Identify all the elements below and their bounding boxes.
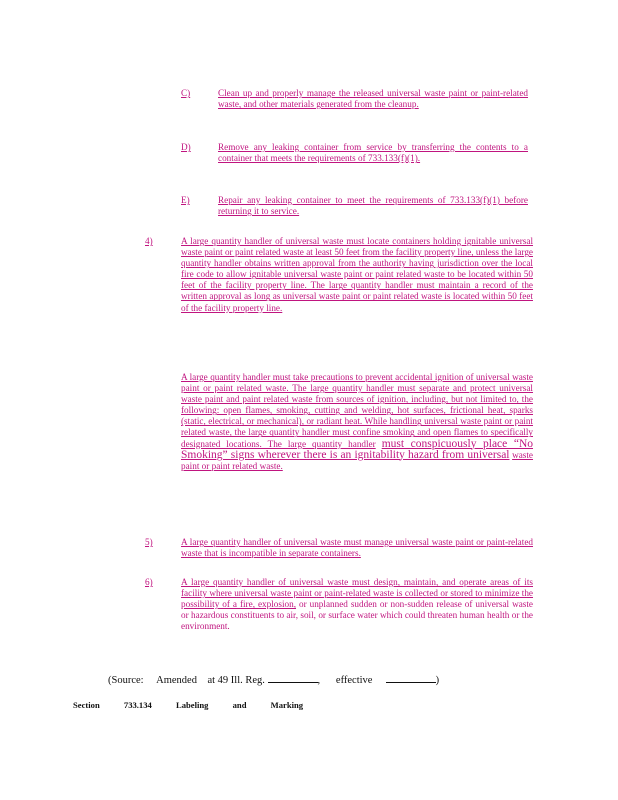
item-label: D): [181, 142, 191, 152]
source-note: (Source: Amended at 49 Ill. Reg. , effective ): [108, 675, 440, 686]
paragraph-5: [145, 537, 533, 559]
blank-line: [386, 673, 436, 683]
item-text-large: must conspicuously place “No Smoking” signs wherever there is an ignitability hazard from universal: [181, 437, 533, 461]
paragraph-4: [145, 236, 533, 314]
item-label: C): [181, 88, 191, 98]
list-item-c: [181, 88, 528, 110]
paragraph-6: [145, 577, 534, 632]
item-text: waste paint or paint related waste.: [181, 449, 533, 471]
item-text: Repair any leaking container to meet the requirements of 733.133(f)(1) before returning it to service.: [218, 195, 528, 217]
list-item-e: [181, 195, 528, 217]
item-text: A large quantity handler of universal waste must design, maintain, and operate areas of its facility where universal waste paint or paint-related waste is collected or stored to minimize the possibility of a fire, explosion,: [181, 577, 533, 610]
list-item-d: [181, 142, 528, 164]
item-text: or unplanned sudden or non-sudden release of universal waste or hazardous constituents to air, soil, or surface water which could threaten human health or the environment.: [181, 599, 534, 632]
item-text: A large quantity handler of universal waste must locate containers holding ignitable universal waste paint or paint related waste at least 50 feet from the facility property line, unless the large quantity handler obtains written approval from the authority having jurisdiction over the local fire code to allow ignitable universal waste paint or paint related waste to be located within 50 feet of the facility property line. The large quantity handler must maintain a record of the written approval as long as universal waste paint or paint related waste is located within 50 feet of the facility property line.: [181, 236, 533, 313]
item-text: A large quantity handler must take precautions to prevent accidental ignition of universal waste paint or paint related waste. The large quantity handler must separate and protect universal waste paint and paint related waste from sources of ignition, including, but not limited to, the following: open flames, smoking, cutting and welding, hot surfaces, frictional heat, sparks (static, electrical, or mechanical), or radiant heat. While handling universal waste paint or paint related waste, the large quantity handler must confine smoking and open flames to specifically designated locations. The large quantity handler: [181, 372, 533, 449]
blank-line: [268, 673, 318, 683]
paragraph-4-continuation: [181, 372, 533, 472]
item-label: 5): [145, 537, 153, 547]
item-label: E): [181, 195, 190, 205]
item-text: Clean up and properly manage the released universal waste paint or paint-related waste, and other materials generated from the cleanup.: [218, 88, 528, 110]
item-text: Remove any leaking container from service by transferring the contents to a container that meets the requirements of 733.133(f)(1).: [218, 142, 528, 164]
item-label: 4): [145, 236, 153, 246]
item-label: 6): [145, 577, 153, 587]
section-heading: Section 733.134 Labeling and Marking: [73, 700, 304, 710]
item-text: A large quantity handler of universal waste must manage universal waste paint or paint-related waste that is incompatible in separate containers.: [181, 537, 533, 559]
